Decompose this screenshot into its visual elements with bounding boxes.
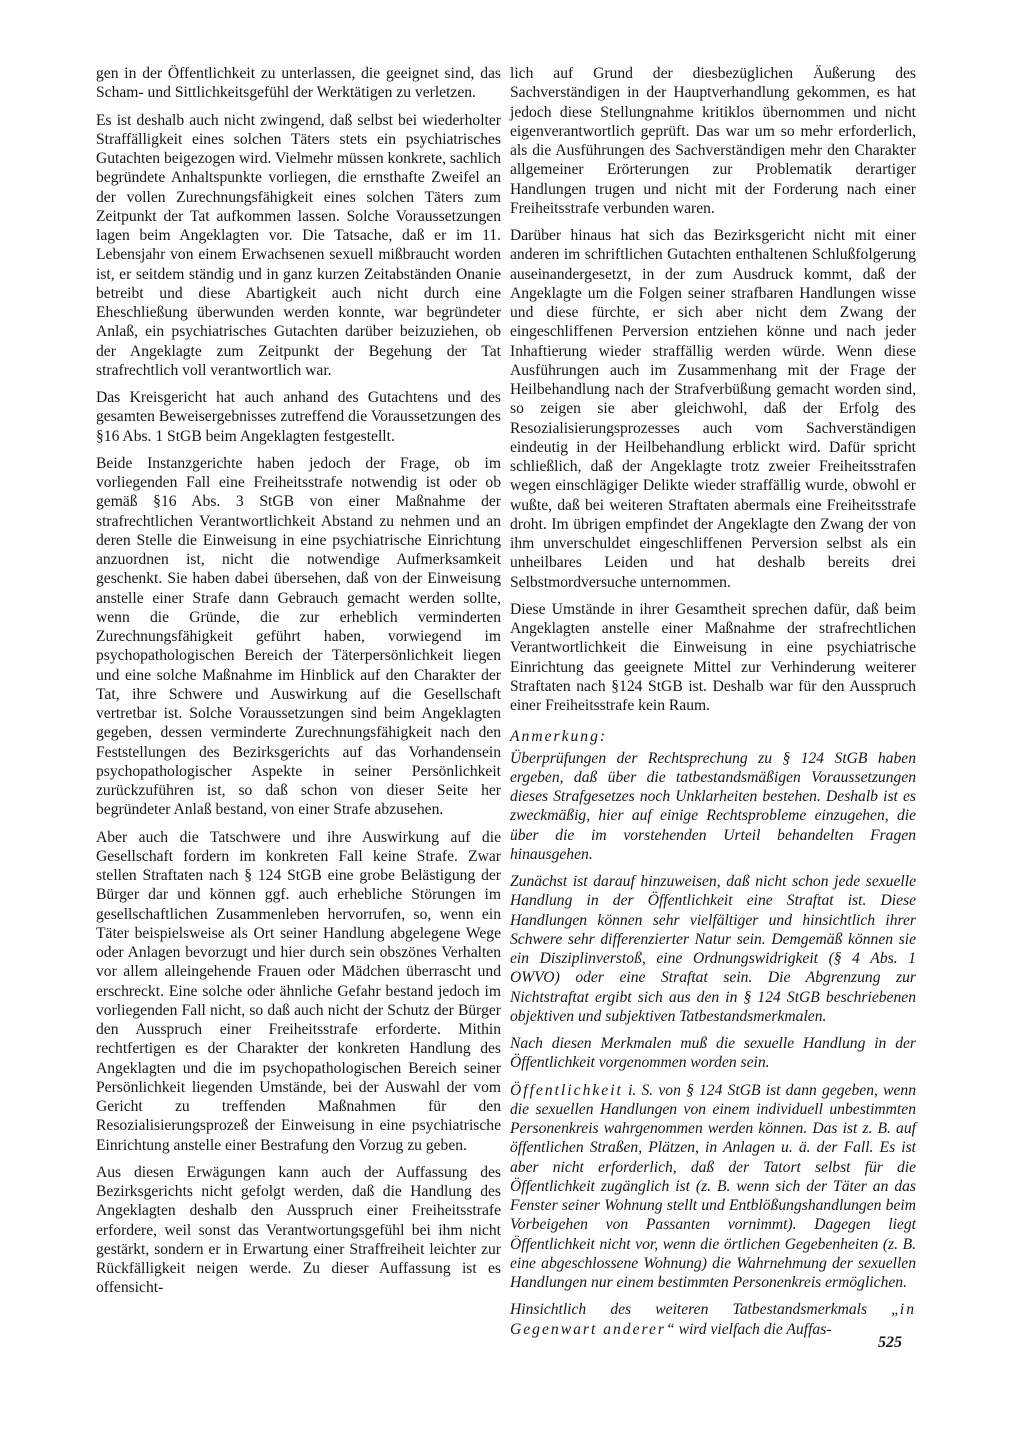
paragraph: Es ist deshalb auch nicht zwingend, daß selbst bei wiederholter Straffälligkeit eines solchen Täters stets ein psychiatrisches Gutachten beigezogen wird. Vielmehr müssen konkrete, sachlich begründete Anhaltspunkte vorliegen, die ernsthafte Zweifel an der vollen Zurechnungsfähigkeit eines solchen Täters zum Zeitpunkt der Tat aufkommen lassen. Solche Voraussetzungen lagen beim Angeklagten vor. Die Tatsache, daß er im 11. Lebensjahr von einem Erwachsenen sexuell mißbraucht worden ist, er seitdem ständig und in ganz kurzen Zeitabständen Onanie betreibt und diese Abartigkeit auch nicht durch eine Eheschließung überwunden werden konnte, war begründeter Anlaß, ein psychiatrisches Gutachten darüber beizuziehen, ob der Angeklagte zum Zeitpunkt der Begehung der Tat strafrechtlich voll verantwortlich war. — [96, 111, 501, 379]
paragraph-text: i. S. von § 124 StGB ist dann gegeben, wenn die sexuellen Handlungen von einem individuell unbestimmten Personenkreis wahrgenommen werden können. Das ist z. B. auf öffentlichen Straßen, Plätzen, in Anlagen u. ä. der Fall. Es ist aber nicht erforderlich, daß der Tatort selbst für die Öffentlichkeit zugänglich ist (z. B. wenn sich der Täter an das Fenster seiner Wohnung stellt und Entblößungshandlungen beim Vorbeigehen von Passanten vornimmt). Dagegen liegt Öffentlichkeit nicht vor, wenn die örtlichen Gegebenheiten (z. B. eine abgeschlossene Wohnung) die Wahrnehmung der sexuellen Handlungen nur einem bestimmten Personenkreis ermöglichen. — [510, 1081, 916, 1291]
annotation-paragraph: Nach diesen Merkmalen muß die sexuelle Handlung in der Öffentlichkeit vorgenommen worden sein. — [510, 1035, 916, 1072]
paragraph: lich auf Grund der diesbezüglichen Äußerung des Sachverständigen in der Hauptverhandlung gekommen, es hat jedoch diese Stellungnahme kritiklos übernommen und nicht eigenverantwortlich geprüft. Das war um so mehr erforderlich, als die Ausführungen des Sachverständigen mehr den Charakter allgemeiner Erörterungen zur Problematik derartiger Handlungen trugen und nicht mit der Forderung nach einer Freiheitsstrafe verbunden waren. — [510, 65, 916, 217]
annotation-paragraph-gegenwart — [510, 1300, 916, 1339]
annotation-paragraph: Zunächst ist darauf hinzuweisen, daß nicht schon jede sexuelle Handlung in der Öffentlichkeit eine Straftat ist. Diese Handlungen können sehr vielfältiger und hinsichtlich ihrer Schwere sehr differenzierter Natur sein. Demgemäß können sie ein Disziplinverstoß, eine Ordnungswidrigkeit (§ 4 Abs. 1 OWVO) oder eine Straftat sein. Die Abgrenzung zur Nichtstraftat ergibt sich aus den in § 124 StGB beschriebenen objektiven und subjektiven Tatbestandsmerkmalen. — [510, 873, 916, 1025]
annotation-section — [510, 727, 916, 1339]
annotation-paragraph-oeffentlichkeit — [510, 1081, 916, 1293]
left-column — [96, 64, 501, 1306]
paragraph: Aus diesen Erwägungen kann auch der Auffassung des Bezirksgerichts nicht gefolgt werden, daß die Handlung des Angeklagten deshalb den Ausspruch einer Freiheitsstrafe erfordere, weil sonst das Verantwortungsgefühl bei ihm nicht gestärkt, sondern er in Erwartung einer Straffreiheit leichter zur Rückfälligkeit neigen werde. Zu dieser Auffassung ist es offensicht- — [96, 1163, 501, 1297]
paragraph: Beide Instanzgerichte haben jedoch der Frage, ob im vorliegenden Fall eine Freiheitsstrafe notwendig ist oder ob gemäß §16 Abs. 3 StGB von einer Maßnahme der strafrechtlichen Verantwortlichkeit Abstand zu nehmen und an deren Stelle die Einweisung in eine psychiatrische Einrichtung anzuordnen ist, nicht die notwendige Aufmerksamkeit geschenkt. Sie haben dabei übersehen, daß von der Einweisung anstelle einer Strafe dann Gebrauch gemacht werden sollte, wenn die Gründe, die zur erheblich verminderten Zurechnungsfähigkeit geführt haben, vorwiegend im psychopathologischen Bereich der Täterpersönlichkeit liegen und eine solche Maßnahme im Hinblick auf den Charakter der Tat, ihre Schwere und Auswirkung auf die Gesellschaft vertretbar ist. Solche Voraussetzungen sind beim Angeklagten gegeben, dessen verminderte Zurechnungsfähigkeit nach den Feststellungen des Bezirksgerichts auf das Vorhandensein psychopathologischer Aspekte in seiner Persönlichkeit zurückzuführen ist, so daß schon von dieser Seite her begründeter Anlaß bestand, von einer Strafe abzusehen. — [96, 454, 501, 819]
paragraph: gen in der Öffentlichkeit zu unterlassen, die geeignet sind, das Scham- und Sittlichkeitsgefühl der Werktätigen zu verletzen. — [96, 65, 501, 102]
paragraph: Darüber hinaus hat sich das Bezirksgericht nicht mit einer anderen im schriftlichen Gutachten enthaltenen Schlußfolgerung auseinandergesetzt, in der zum Ausdruck kommt, daß der Angeklagte um die Folgen seiner strafbaren Handlungen wisse und diese fürchte, er sich aber nicht dem Zwang der eingeschliffenen Perversion entziehen könne und nach jeder Inhaftierung wieder straffällig werden würde. Wenn diese Ausführungen auch im Zusammenhang mit der Frage der Heilbehandlung nach der Strafverbüßung gemacht worden sind, so zeigen sie aber gleichwohl, daß der Erfolg des Resozialisierungsprozesses auch vom Sachverständigen eindeutig in der Heilbehandlung erblickt wird. Dafür spricht schließlich, daß der Angeklagte trotz zweier Freiheitsstrafen wegen einschlägiger Delikte wieder straffällig wurde, obwohl er wußte, daß bei weiteren Straftaten abermals eine Freiheitsstrafe droht. Im übrigen empfindet der Angeklagte den Zwang der von ihm unverschuldet eingeschliffenen Perversion selbst als ein unheilbares Leiden und hat deshalb bereits drei Selbstmordversuche unternommen. — [510, 227, 916, 591]
spaced-term: in Gegenwart anderer — [510, 1301, 916, 1338]
paragraph-text: “ wird vielfach die Auffas- — [666, 1320, 832, 1338]
annotation-heading: Anmerkung: — [510, 728, 608, 746]
paragraph: Das Kreisgericht hat auch anhand des Gutachtens und des gesamten Beweisergebnisses zutreffend die Voraussetzungen des §16 Abs. 1 StGB beim Angeklagten festgestellt. — [96, 389, 501, 445]
spaced-term: Öffentlichkeit — [510, 1081, 623, 1099]
annotation-paragraph: Überprüfungen der Rechtsprechung zu § 124 StGB haben ergeben, daß über die tatbestandsmäßigen Voraussetzungen dieses Strafgesetzes noch Unklarheiten bestehen. Deshalb ist es zweckmäßig, hier auf einige Rechtsprobleme einzugehen, die über die im vorstehenden Urteil behandelten Fragen hinausgehen. — [510, 749, 916, 863]
right-column — [510, 64, 916, 1347]
paragraph-text: Hinsichtlich des weiteren Tatbestandsmerkmals „ — [510, 1301, 900, 1319]
paragraph: Diese Umstände in ihrer Gesamtheit sprechen dafür, daß beim Angeklagten anstelle einer Maßnahme der strafrechtlichen Verantwortlichkeit die Einweisung in eine psychiatrische Einrichtung das geeignete Mittel zur Verhinderung weiterer Straftaten nach §124 StGB ist. Deshalb war für den Ausspruch einer Freiheitsstrafe kein Raum. — [510, 600, 916, 714]
page-number: 525 — [878, 1334, 902, 1351]
paragraph: Aber auch die Tatschwere und ihre Auswirkung auf die Gesellschaft fordern im konkreten Fall keine Strafe. Zwar stellen Straftaten nach § 124 StGB eine grobe Belästigung der Bürger dar und können ggf. auch erhebliche Störungen im gesellschaftlichen Zusammenleben hervorrufen, so, wenn ein Täter beispielsweise als Ort seiner Handlung abgelegene Wege oder Anlagen bevorzugt und hier durch sein obszönes Verhalten vor allem alleingehende Frauen oder Mädchen überrascht und erschreckt. Eine solche oder ähnliche Gefahr bestand jedoch im vorliegenden Fall nicht, so daß auch nicht der Schutz der Bürger den Ausspruch einer Freiheitsstrafe erforderte. Mithin rechtfertigen es der Charakter der konkreten Handlung des Angeklagten und die im psychopathologischen Bereich seiner Persönlichkeit liegenden Umstände, bei der Auswahl der vom Gericht zu treffenden Maßnahmen für den Resozialisierungsprozeß der Einweisung in eine psychiatrische Einrichtung anstelle einer Bestrafung den Vorzug zu geben. — [96, 828, 501, 1154]
